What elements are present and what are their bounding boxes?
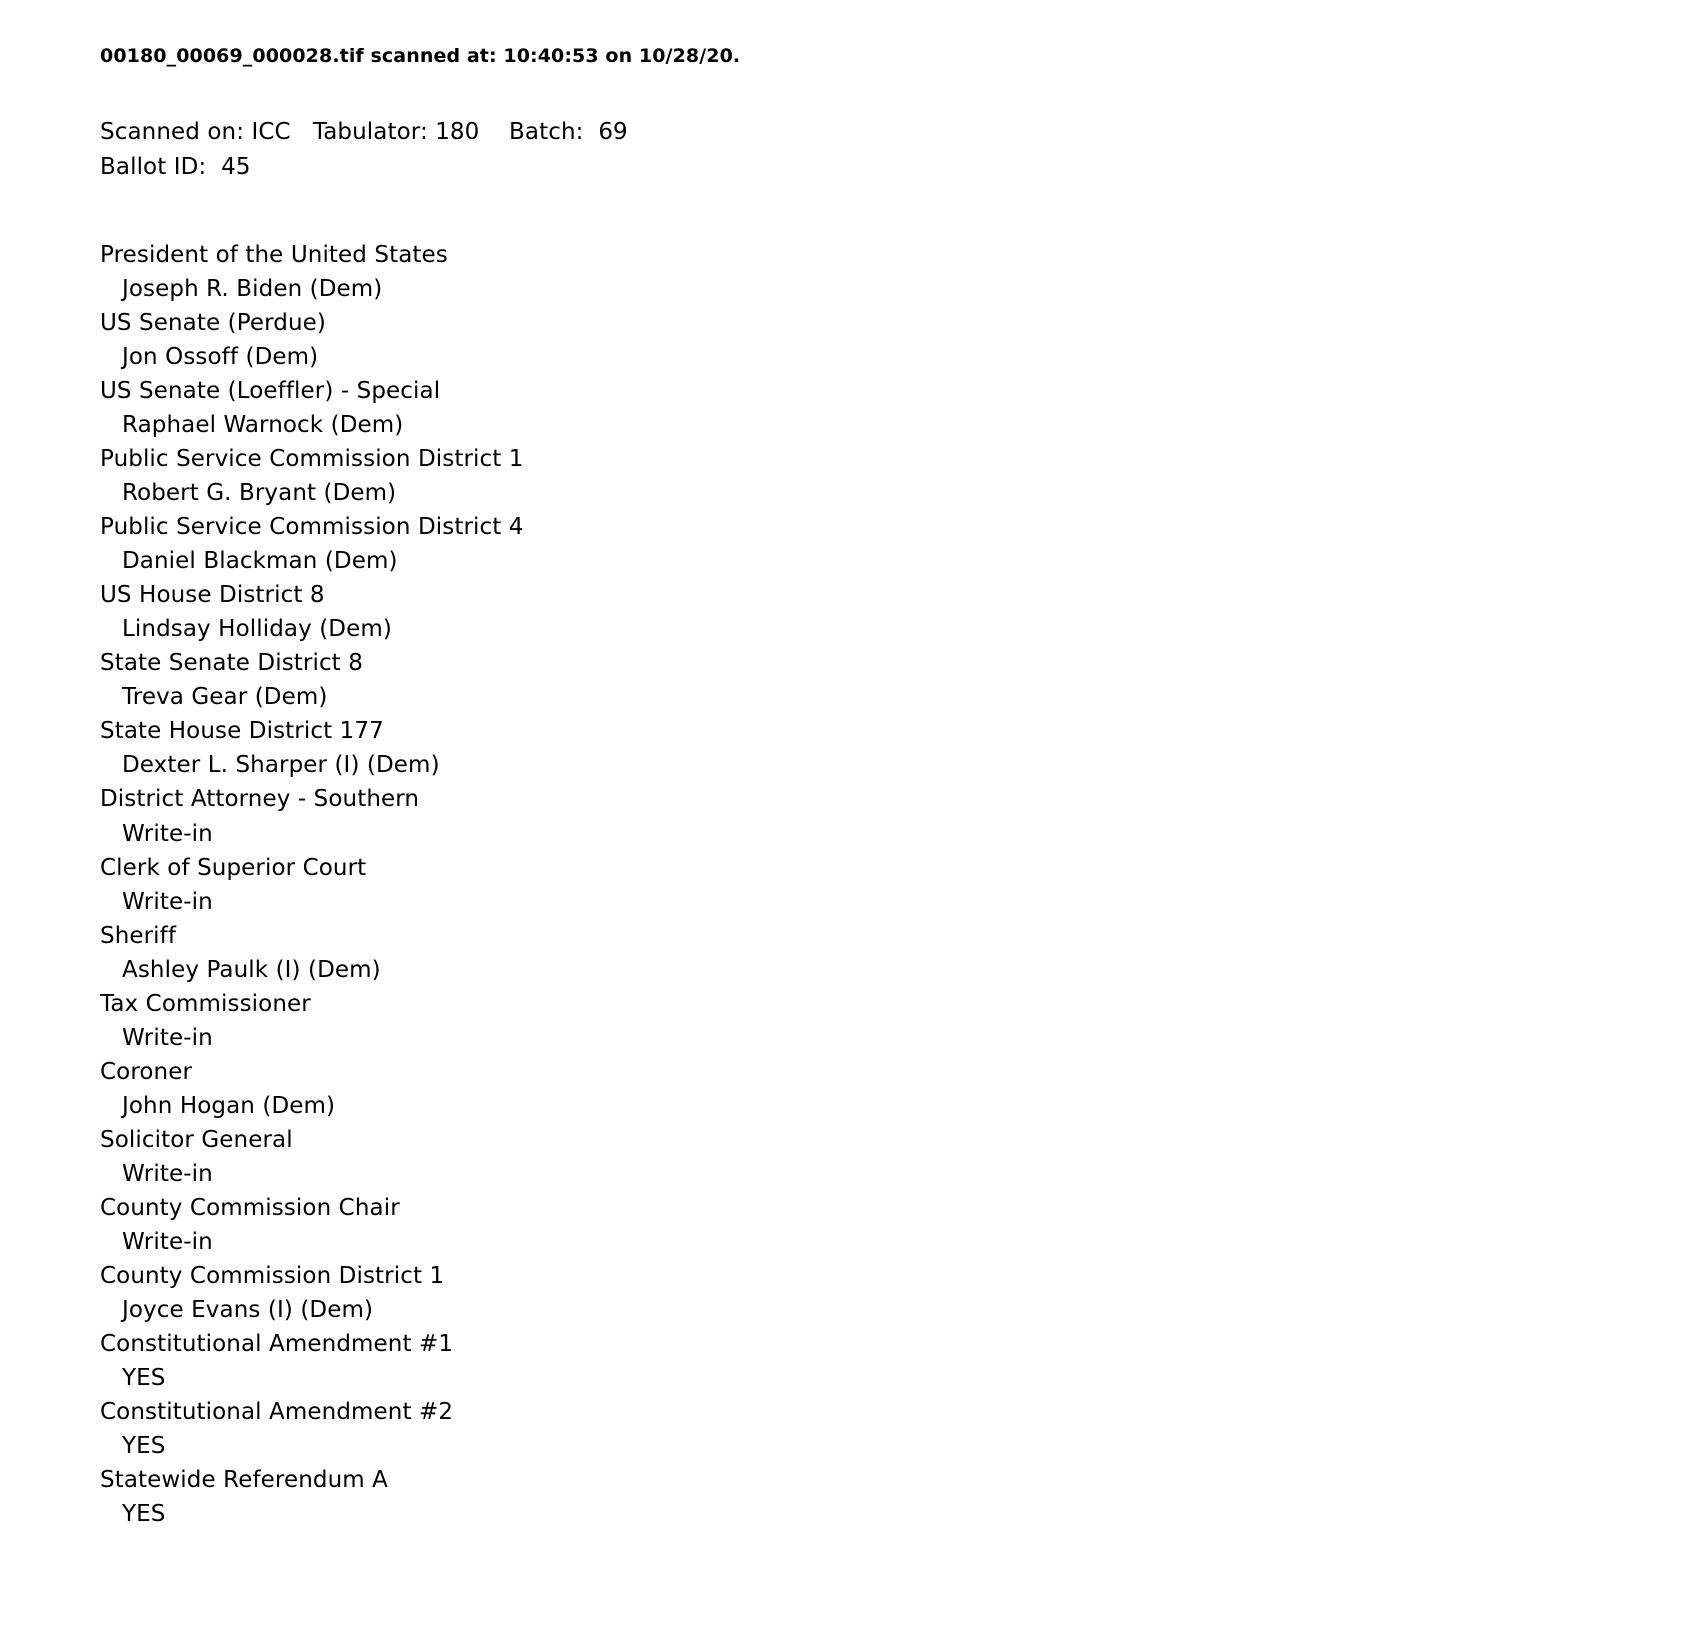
contest-entry xyxy=(100,578,1608,646)
contest-selection: Daniel Blackman (Dem) xyxy=(122,548,398,575)
contest-entry xyxy=(100,1463,1608,1531)
contest-entry xyxy=(100,1327,1608,1395)
contest-entry xyxy=(100,238,1608,306)
contest-title: Statewide Referendum A xyxy=(100,1467,388,1494)
contest-title: President of the United States xyxy=(100,241,448,268)
contest-selection: Robert G. Bryant (Dem) xyxy=(122,480,397,507)
contest-selection: YES xyxy=(122,1365,166,1391)
contest-entry xyxy=(100,851,1608,919)
contest-selection: Jon Ossoff (Dem) xyxy=(122,344,319,371)
contest-entry xyxy=(100,1191,1608,1259)
contest-title: Public Service Commission District 4 xyxy=(100,514,524,541)
contest-selection: Lindsay Holliday (Dem) xyxy=(122,616,392,643)
contest-entry xyxy=(100,987,1608,1055)
contest-title: US House District 8 xyxy=(100,582,325,609)
contest-selection: Write-in xyxy=(122,1024,213,1051)
contest-title: State House District 177 xyxy=(100,718,384,745)
contest-title: Public Service Commission District 1 xyxy=(100,446,524,473)
contest-entry xyxy=(100,714,1608,782)
contest-selection: Write-in xyxy=(122,1228,213,1255)
contest-entry xyxy=(100,510,1608,578)
contest-entry xyxy=(100,1123,1608,1191)
contest-entry xyxy=(100,1395,1608,1463)
contest-selection: John Hogan (Dem) xyxy=(122,1092,336,1119)
contest-title: US Senate (Loeffler) - Special xyxy=(100,378,441,405)
contest-selection: Dexter L. Sharper (I) (Dem) xyxy=(122,752,440,779)
contest-selection: YES xyxy=(122,1501,166,1528)
contest-title: Clerk of Superior Court xyxy=(100,854,367,881)
contest-title: Constitutional Amendment #2 xyxy=(100,1399,454,1426)
contest-title: US Senate (Perdue) xyxy=(100,310,326,337)
contest-title: Coroner xyxy=(100,1058,193,1085)
contest-entry xyxy=(100,442,1608,510)
contest-title: County Commission District 1 xyxy=(100,1262,445,1289)
contest-entry xyxy=(100,919,1608,987)
contest-title: Sheriff xyxy=(100,922,177,949)
contest-selection: Joyce Evans (I) (Dem) xyxy=(122,1296,374,1323)
contest-entry xyxy=(100,1259,1608,1327)
contest-title: State Senate District 8 xyxy=(100,650,363,677)
contest-selection: Ashley Paulk (I) (Dem) xyxy=(122,956,381,983)
contest-list xyxy=(100,238,1608,1531)
contest-title: District Attorney - Southern xyxy=(100,786,420,813)
contest-selection: Treva Gear (Dem) xyxy=(122,684,328,711)
contest-title: Constitutional Amendment #1 xyxy=(100,1330,454,1357)
contest-selection: Write-in xyxy=(122,1160,213,1187)
contest-entry xyxy=(100,306,1608,374)
contest-selection: Write-in xyxy=(122,820,213,847)
contest-title: Solicitor General xyxy=(100,1126,293,1153)
contest-entry xyxy=(100,646,1608,714)
contest-title: County Commission Chair xyxy=(100,1194,400,1221)
ballot-id-line: Ballot ID: 45 xyxy=(100,154,251,181)
contest-selection: YES xyxy=(122,1433,166,1460)
scan-source-line: Scanned on: ICC Tabulator: 180 Batch: 69 xyxy=(100,118,628,145)
contest-selection: Joseph R. Biden (Dem) xyxy=(122,276,383,302)
contest-selection: Raphael Warnock (Dem) xyxy=(122,412,404,439)
contest-entry xyxy=(100,1055,1608,1123)
scan-file-header: 00180_00069_000028.tif scanned at: 10:40:53 on 10/28/20. xyxy=(100,45,741,67)
contest-selection: Write-in xyxy=(122,888,213,915)
contest-entry xyxy=(100,782,1608,850)
contest-title: Tax Commissioner xyxy=(100,990,311,1017)
scan-metadata xyxy=(100,115,1608,186)
contest-entry xyxy=(100,374,1608,442)
